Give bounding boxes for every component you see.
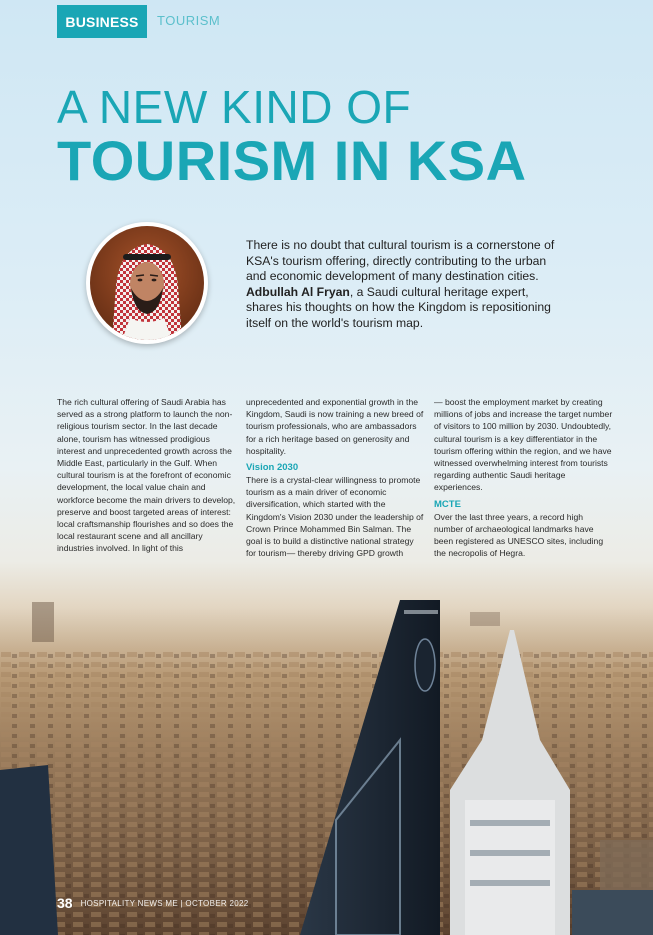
body-paragraph: There is a crystal-clear willingness to promote tourism as a main driver of economic diversification, which started with the Kingdom's Vision 2030 under the leadership of Crown Prince Mohammed Bin Salman. The goal is to build a distinctive national strategy for tourism— thereby driving GPD growth — [246, 475, 424, 559]
portrait-image — [90, 226, 204, 340]
body-column-3 — [434, 396, 614, 559]
headline-line-1: A NEW KIND OF — [57, 81, 412, 133]
page-number: 38 — [57, 895, 73, 911]
headline-line-2: TOURISM IN KSA — [57, 129, 527, 192]
section-tag: BUSINESS — [57, 5, 147, 38]
subheading-mcte: MCTE — [434, 498, 461, 510]
publication-info: HOSPITALITY NEWS ME | OCTOBER 2022 — [80, 898, 249, 908]
intro-text-1: There is no doubt that cultural tourism is a cornerstone of KSA's tourism offering, directly contributing to the urban and economic development of many destination cities. — [246, 238, 555, 284]
expert-name: Adbullah Al Fryan — [246, 284, 350, 299]
body-column-1 — [57, 396, 237, 555]
city-skyline-photo — [0, 590, 653, 935]
page-footer — [57, 895, 248, 911]
author-portrait — [86, 222, 208, 344]
subheading-vision-2030: Vision 2030 — [246, 462, 299, 474]
subsection-label: TOURISM — [157, 13, 221, 28]
intro-paragraph — [246, 238, 556, 332]
body-column-2 — [246, 396, 426, 559]
body-paragraph: unprecedented and exponential growth in the Kingdom, Saudi is now training a new breed of tourism professionals, who are ambassadors for a rich heritage based on generosity and hospitality. — [246, 397, 424, 456]
body-paragraph: Over the last three years, a record high number of archaeological landmarks have been registered as UNESCO sites, including the necropolis of Hegra. — [434, 511, 604, 559]
body-paragraph: — boost the employment market by creating millions of jobs and increase the target number of visitors to 100 million by 2030. Undoubtedly, cultural tourism is a key differentiator in the tourism offering within the region, and we have witnessed overwhelming interest from tourists regarding authentic Saudi heritage experiences. — [434, 397, 613, 493]
body-paragraph: The rich cultural offering of Saudi Arabia has served as a strong platform to launch the non-religious tourism sector. In the last decade alone, tourism has witnessed prodigious interest and unprecedented growth across the Middle East, particularly in the Gulf. When cultural tourism is at the forefront of economic development, the local value chain and workforce become the main drivers to develop, preserve and boost targeted areas of interest: local craftsmanship flourishes and so does the local restaurant scene and all ancillary industries involved. In light of this — [57, 397, 236, 554]
intro-text-2: , a Saudi cultural heritage expert, shares his thoughts on how the Kingdom is repositioning itself on the world's tourism map. — [246, 284, 551, 330]
